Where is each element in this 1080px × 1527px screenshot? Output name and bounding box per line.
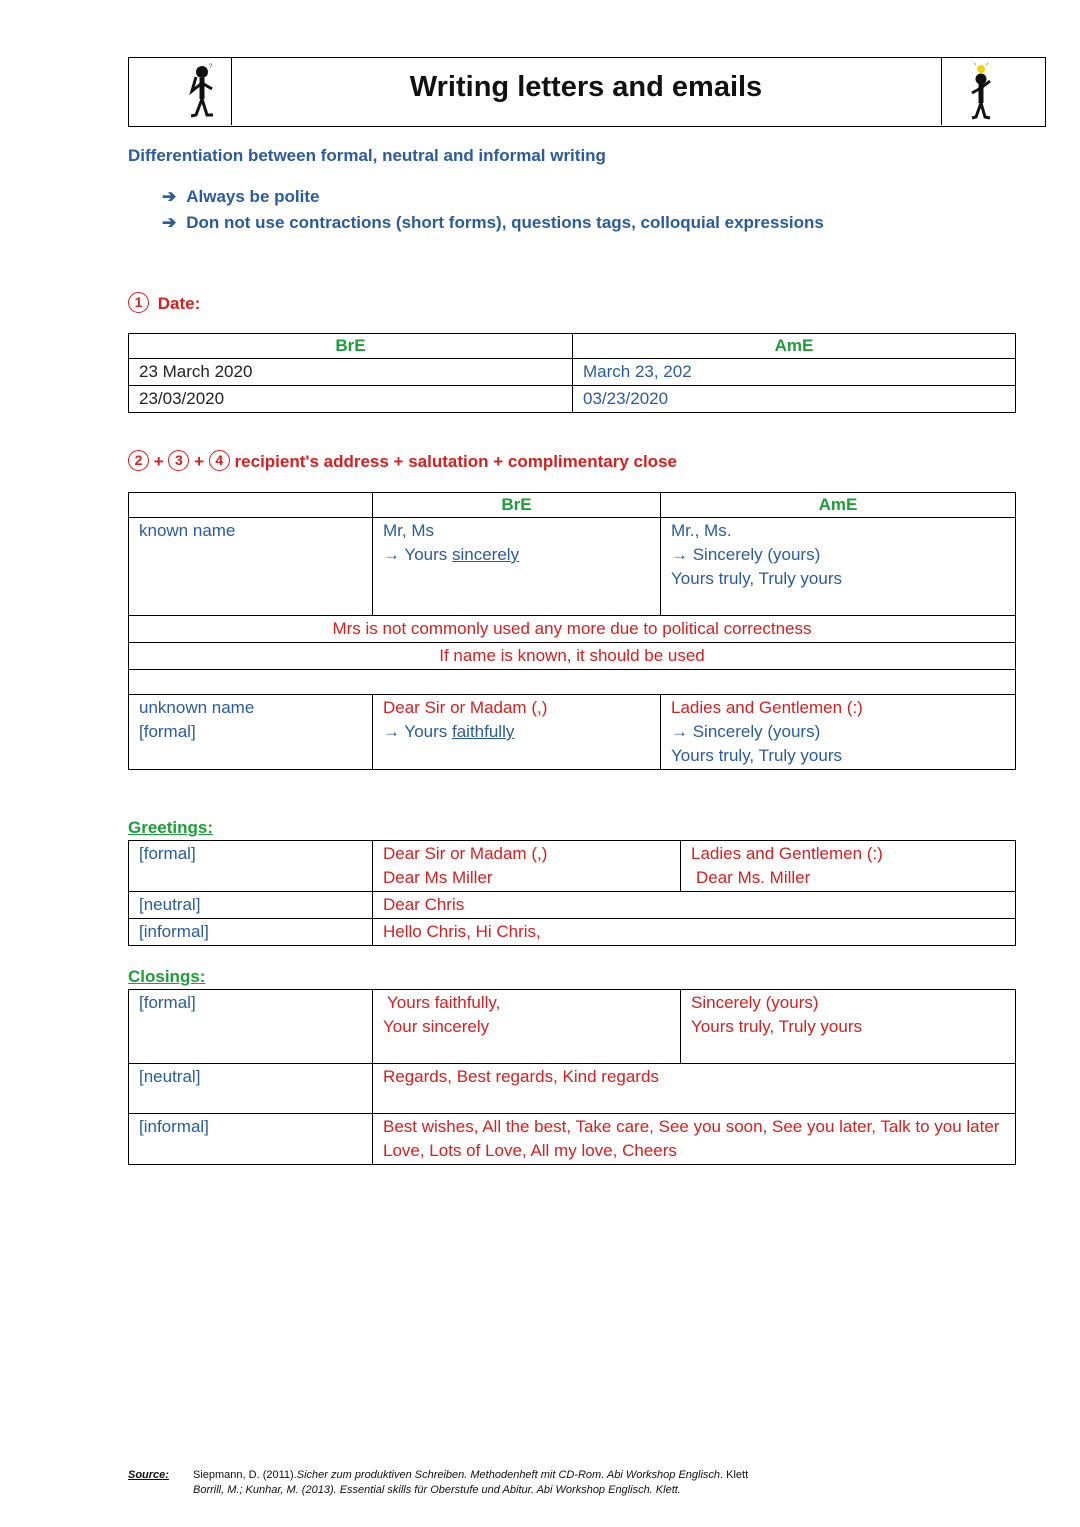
close-neutral-label: [neutral]	[129, 1064, 373, 1114]
address-table	[128, 492, 1016, 770]
known-name-label: known name	[129, 518, 373, 616]
header-box	[128, 57, 1046, 127]
page-title: Writing letters and emails	[409, 71, 763, 103]
known-bre: Mr, Ms → Yours sincerely	[373, 518, 661, 616]
address-heading: 2 + 3 + 4 recipient's address + salutation + complimentary close	[128, 452, 677, 473]
close-informal: Best wishes, All the best, Take care, See you soon, See you later, Talk to you later Love, Lots of Love, All my love, Cheers	[373, 1114, 1016, 1165]
number-1-badge: 1	[128, 292, 149, 313]
source-label: Source:	[128, 1469, 169, 1481]
address-col-bre: BrE	[373, 493, 661, 518]
greet-formal-label: [formal]	[129, 841, 373, 892]
unknown-bre: Dear Sir or Madam (,) → Yours faithfully	[373, 695, 661, 770]
number-2-badge: 2	[128, 450, 149, 471]
greet-formal-ame: Ladies and Gentlemen (:) Dear Ms. Miller	[681, 841, 1016, 892]
close-neutral: Regards, Best regards, Kind regards	[373, 1064, 1016, 1114]
close-formal-label: [formal]	[129, 990, 373, 1064]
known-ame: Mr., Ms. → Sincerely (yours) Yours truly, Truly yours	[661, 518, 1016, 616]
idea-figure-icon	[966, 63, 996, 121]
number-3-badge: 3	[168, 450, 189, 471]
header-left-cell	[129, 58, 232, 125]
date-ame-2: 03/23/2020	[573, 386, 1016, 413]
source-line-2: Borrill, M.; Kunhar, M. (2013). Essential skills für Oberstufe und Abitur. Abi Workshop Englisch. Klett.	[193, 1484, 681, 1496]
close-formal-ame: Sincerely (yours) Yours truly, Truly yours	[681, 990, 1016, 1064]
arrow-icon: ➔	[162, 187, 177, 206]
address-col-ame: AmE	[661, 493, 1016, 518]
date-bre-2: 23/03/2020	[129, 386, 573, 413]
date-bre-1: 23 March 2020	[129, 359, 573, 386]
greet-informal-label: [informal]	[129, 919, 373, 946]
greet-neutral: Dear Chris	[373, 892, 1016, 919]
unknown-name-label: unknown name [formal]	[129, 695, 373, 770]
closings-heading: Closings:	[128, 967, 206, 986]
thinking-figure-icon	[187, 63, 217, 121]
unknown-ame: Ladies and Gentlemen (:) → Sincerely (yours) Yours truly, Truly yours	[661, 695, 1016, 770]
greet-neutral-label: [neutral]	[129, 892, 373, 919]
greetings-heading: Greetings:	[128, 818, 214, 837]
intro-bullet-2: ➔ Don not use contractions (short forms), questions tags, colloquial expressions	[162, 213, 824, 232]
close-formal-bre: Yours faithfully, Your sincerely	[373, 990, 681, 1064]
closings-table	[128, 989, 1016, 1165]
intro-heading: Differentiation between formal, neutral and informal writing	[128, 146, 606, 165]
date-table	[128, 333, 1016, 413]
source-line-1: Siepmann, D. (2011).Sicher zum produktiven Schreiben. Methodenheft mit CD-Rom. Abi Workshop Englisch. Klett	[193, 1469, 749, 1481]
arrow-icon: ➔	[162, 213, 177, 232]
greet-formal-bre: Dear Sir or Madam (,) Dear Ms Miller	[373, 841, 681, 892]
close-informal-label: [informal]	[129, 1114, 373, 1165]
note-known: If name is known, it should be used	[129, 643, 1016, 670]
date-ame-1: March 23, 202	[573, 359, 1016, 386]
note-mrs: Mrs is not commonly used any more due to political correctness	[129, 616, 1016, 643]
date-col-ame: AmE	[573, 334, 1016, 359]
date-heading: 1 Date:	[128, 294, 200, 315]
number-4-badge: 4	[209, 450, 230, 471]
header-right-cell	[941, 58, 1045, 125]
greet-informal: Hello Chris, Hi Chris,	[373, 919, 1016, 946]
svg-text:?: ?	[209, 64, 213, 70]
date-col-bre: BrE	[129, 334, 573, 359]
greetings-table	[128, 840, 1016, 946]
intro-bullet-1: ➔ Always be polite	[162, 187, 320, 206]
